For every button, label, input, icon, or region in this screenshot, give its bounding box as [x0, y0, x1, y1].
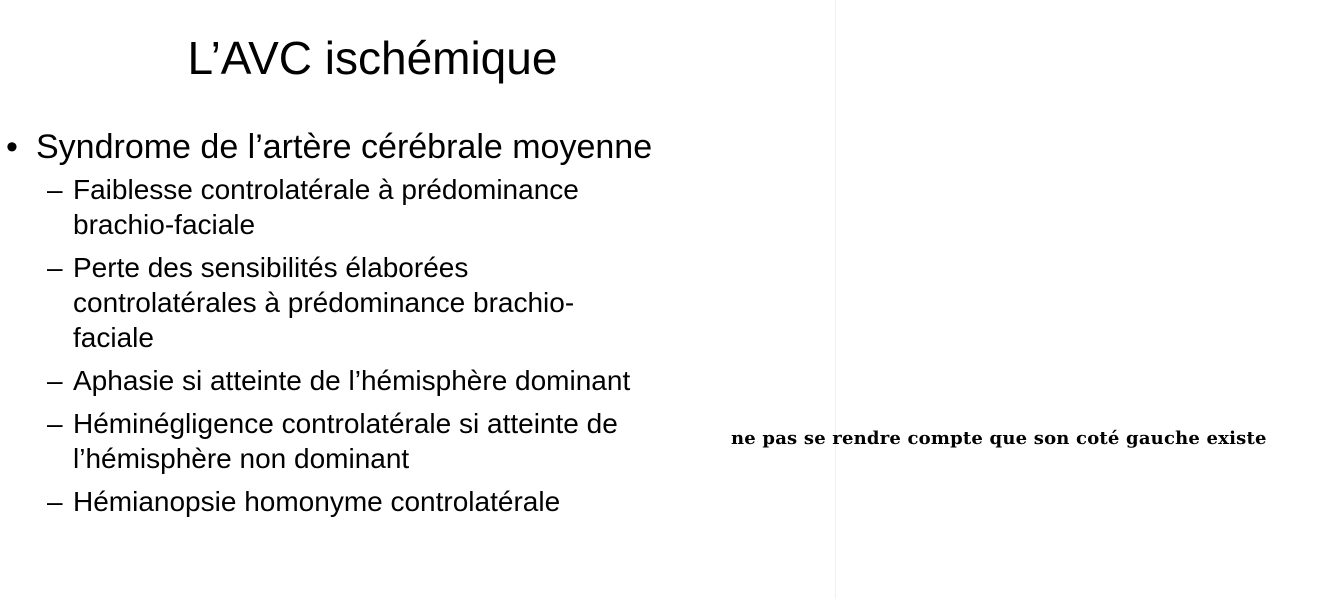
sub-bullet-list	[0, 172, 760, 519]
sub-bullet-marker: –	[47, 486, 63, 517]
sub-bullet-item	[0, 250, 723, 355]
sub-bullet-line: Hémianopsie homonyme controlatérale	[73, 486, 561, 517]
sub-bullet-line: brachio-faciale	[73, 209, 256, 240]
sub-bullet-marker: –	[47, 174, 63, 205]
speaker-note: ne pas se rendre compte que son coté gauche existe	[731, 428, 1267, 449]
bullet-list	[0, 126, 760, 527]
sub-bullet-line: Aphasie si atteinte de l’hémisphère dominant	[73, 365, 631, 396]
sub-bullet-line: l’hémisphère non dominant	[73, 443, 410, 474]
sub-bullet-line: Héminégligence controlatérale si atteinte de	[73, 408, 618, 439]
sub-bullet-item	[0, 484, 723, 519]
bullet-main-text: Syndrome de l’artère cérébrale moyenne	[36, 128, 653, 166]
sub-bullet-item	[0, 406, 723, 476]
side-panel	[835, 0, 1334, 599]
sub-bullet-line: controlatérales à prédominance brachio-	[73, 287, 575, 318]
sub-bullet-line: Faiblesse controlatérale à prédominance	[73, 174, 579, 205]
sub-bullet-line: Perte des sensibilités élaborées	[73, 252, 469, 283]
sub-bullet-item	[0, 172, 723, 242]
sub-bullet-line: faciale	[73, 322, 154, 353]
sub-bullet-marker: –	[47, 365, 63, 396]
bullet-marker: •	[6, 128, 18, 166]
sub-bullet-marker: –	[47, 408, 63, 439]
sub-bullet-item	[0, 363, 723, 398]
bullet-main	[0, 126, 760, 168]
sub-bullet-marker: –	[47, 252, 63, 283]
slide-title: L’AVC ischémique	[187, 32, 558, 84]
